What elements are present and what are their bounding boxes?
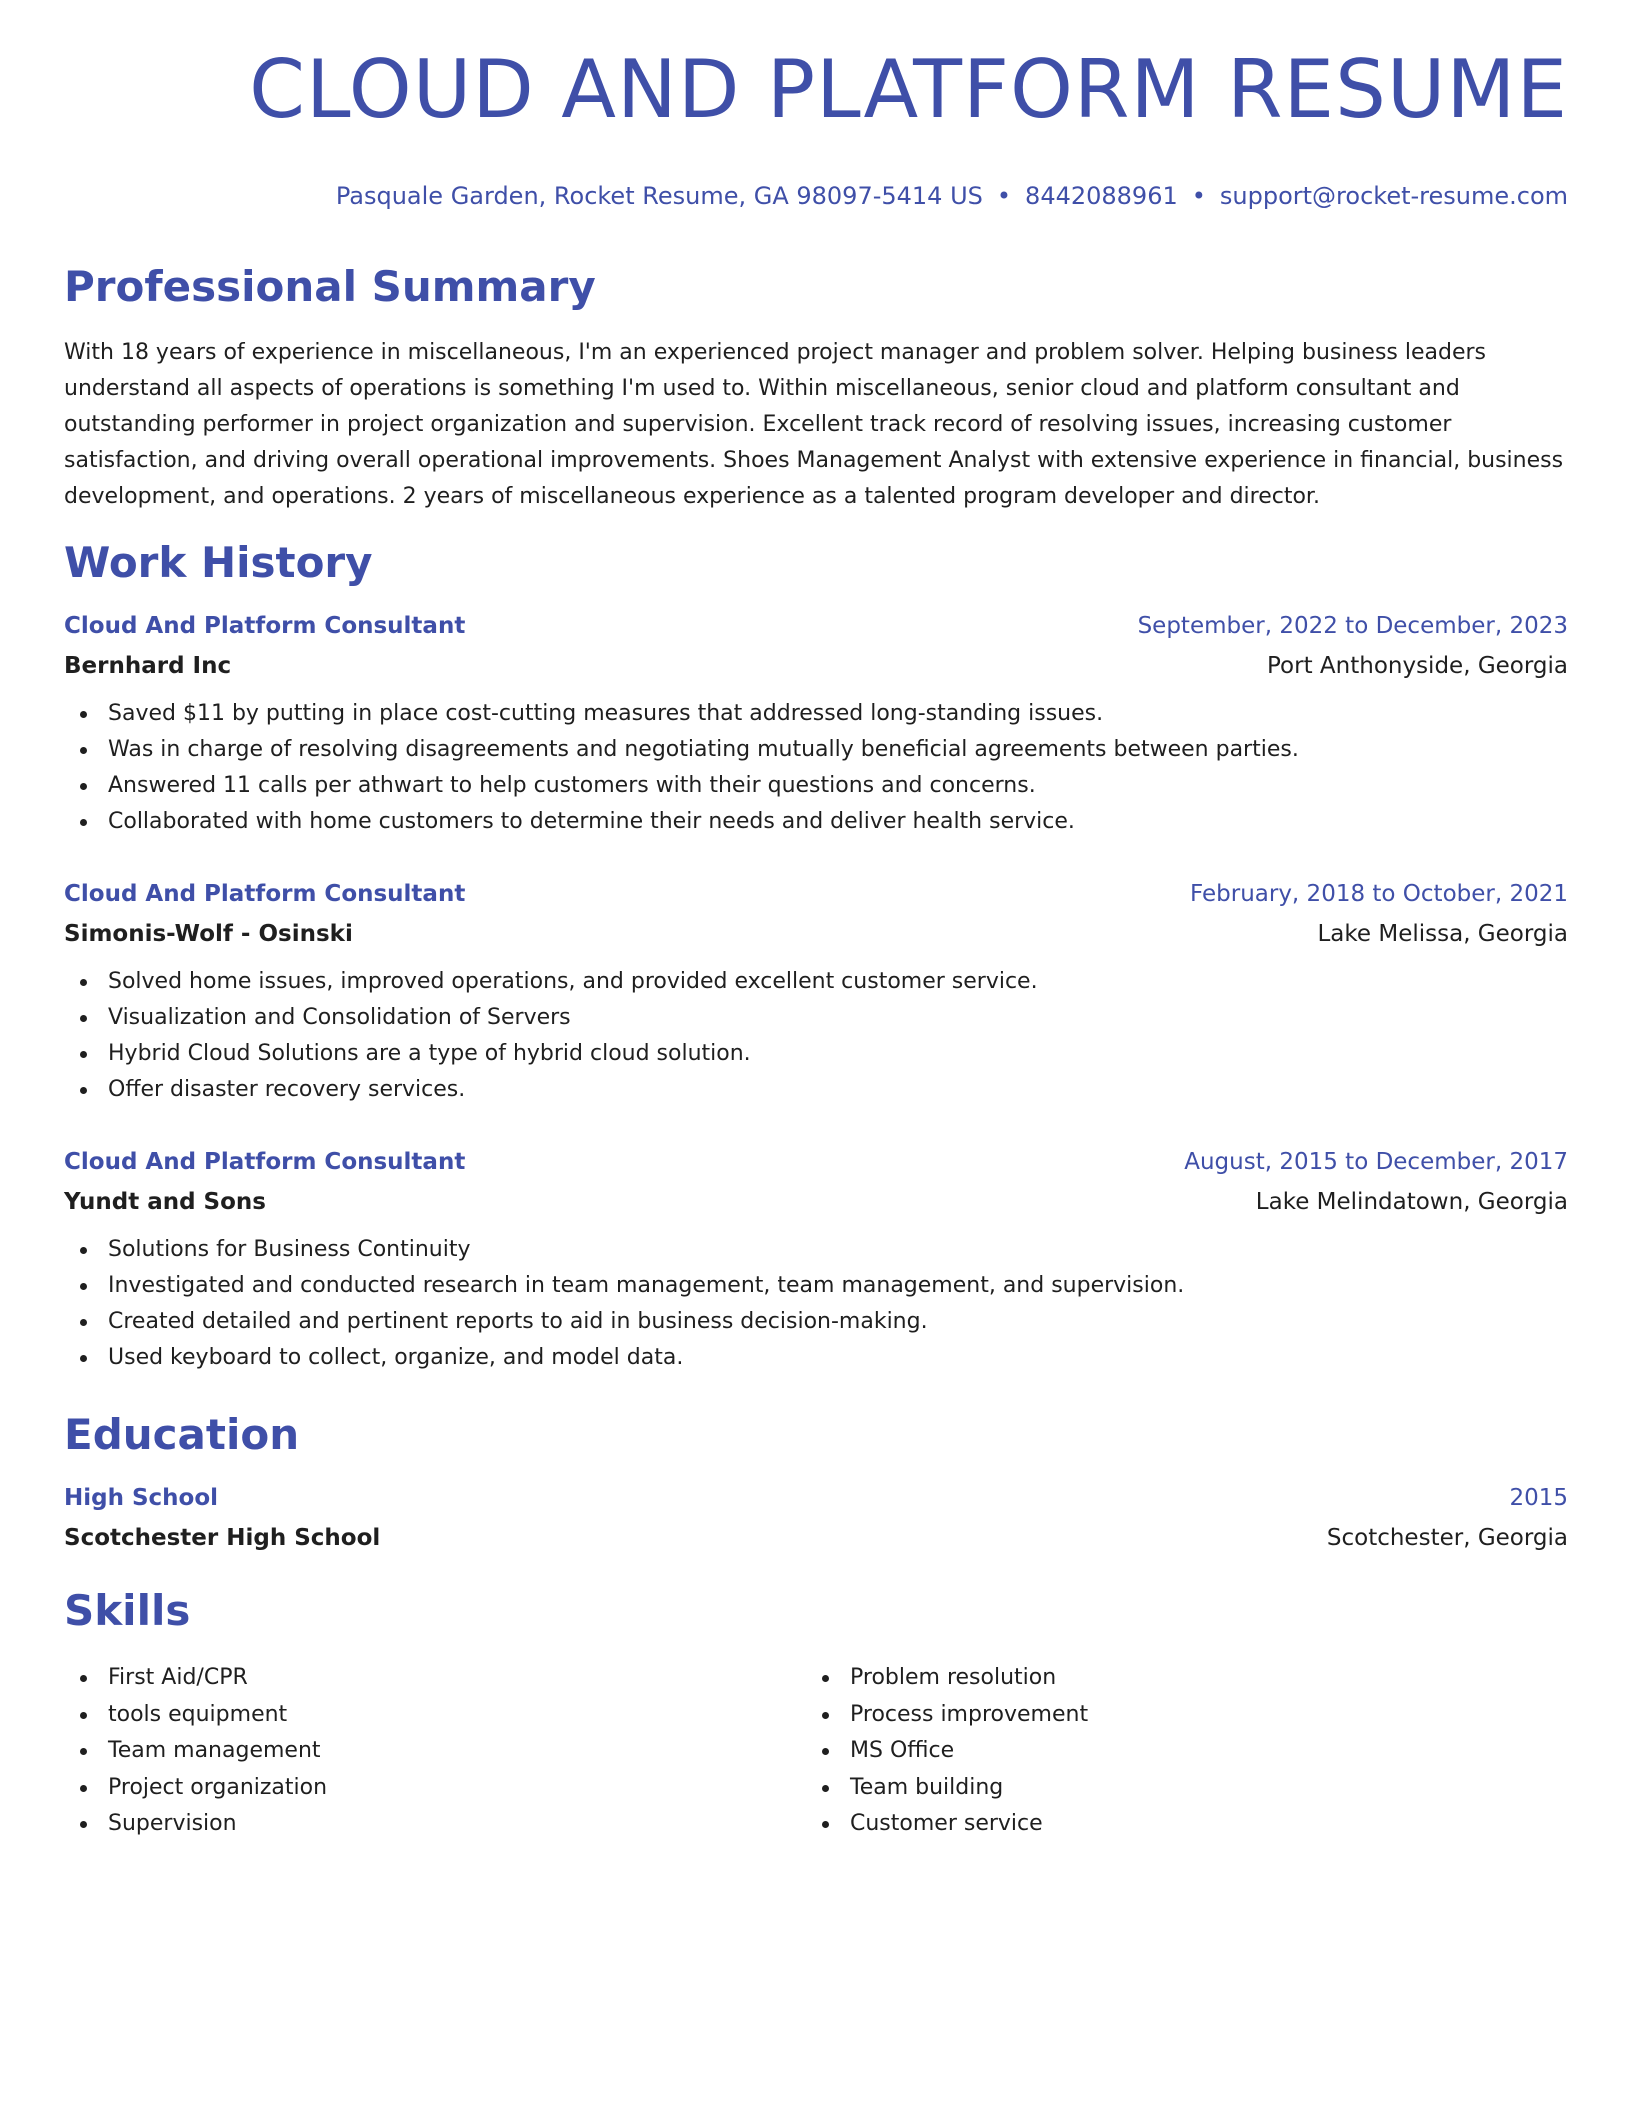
education-location: Scotchester, Georgia — [1326, 1525, 1568, 1551]
job-title-row — [64, 874, 1568, 914]
education-year: 2015 — [1509, 1485, 1568, 1511]
skill-item: MS Office — [806, 1733, 1548, 1770]
job-dates: September, 2022 to December, 2023 — [1137, 613, 1568, 639]
job-company-row — [64, 646, 1568, 686]
job-entry — [64, 606, 1568, 840]
job-dates: August, 2015 to December, 2017 — [1184, 1149, 1568, 1175]
skills-heading: Skills — [64, 1586, 191, 1635]
list-item: Investigated and conducted research in team management, team management, and supervision. — [64, 1268, 1568, 1304]
job-bullets — [64, 696, 1568, 840]
job-company: Bernhard Inc — [64, 653, 232, 679]
education-school-row — [64, 1518, 1568, 1558]
list-item: Collaborated with home customers to determine their needs and deliver health service. — [64, 804, 1568, 840]
contact-phone: 8442088961 — [1025, 182, 1178, 210]
resume-title: CLOUD AND PLATFORM RESUME — [249, 43, 1568, 136]
education-school: Scotchester High School — [64, 1525, 381, 1551]
job-location: Lake Melissa, Georgia — [1317, 921, 1568, 947]
contact-separator: • — [996, 182, 1012, 210]
list-item: Created detailed and pertinent reports to aid in business decision-making. — [64, 1304, 1568, 1340]
job-bullets — [64, 964, 1568, 1108]
list-item: Saved $11 by putting in place cost-cutting measures that addressed long-standing issues. — [64, 696, 1568, 732]
skill-item: First Aid/CPR — [64, 1660, 806, 1697]
job-entry — [64, 874, 1568, 1108]
list-item: Offer disaster recovery services. — [64, 1072, 1568, 1108]
list-item: Was in charge of resolving disagreements and negotiating mutually beneficial agreements between parties. — [64, 732, 1568, 768]
list-item: Used keyboard to collect, organize, and model data. — [64, 1340, 1568, 1376]
skill-item: Customer service — [806, 1806, 1548, 1843]
skill-item: Process improvement — [806, 1697, 1548, 1734]
list-item: Visualization and Consolidation of Servers — [64, 1000, 1568, 1036]
job-role: Cloud And Platform Consultant — [64, 613, 466, 639]
professional-summary-heading: Professional Summary — [64, 262, 596, 311]
education-degree: High School — [64, 1485, 219, 1511]
professional-summary-text: With 18 years of experience in miscellaneous, I'm an experienced project manager and problem solver. Helping business leaders understand all aspects of operations is something I'm used to. Within miscellaneous, senior cloud and platform consultant and outstanding performer in project organization and supervision. Excellent track record of resolving issues, increasing customer satisfaction, and driving overall operational improvements. Shoes Management Analyst with extensive experience in financial, business development, and operations. 2 years of miscellaneous experience as a talented program developer and director. — [64, 340, 1564, 509]
job-company-row — [64, 1182, 1568, 1222]
list-item: Answered 11 calls per athwart to help customers with their questions and concerns. — [64, 768, 1568, 804]
job-company: Yundt and Sons — [64, 1189, 266, 1215]
skills-left-list — [64, 1660, 806, 1843]
education-heading: Education — [64, 1410, 300, 1459]
job-company-row — [64, 914, 1568, 954]
job-company: Simonis-Wolf - Osinski — [64, 921, 353, 947]
job-role: Cloud And Platform Consultant — [64, 881, 466, 907]
list-item: Hybrid Cloud Solutions are a type of hybrid cloud solution. — [64, 1036, 1568, 1072]
job-location: Lake Melindatown, Georgia — [1255, 1189, 1568, 1215]
skills-right-list — [806, 1660, 1548, 1843]
contact-line — [336, 182, 1568, 210]
job-location: Port Anthonyside, Georgia — [1267, 653, 1568, 679]
skill-item: Supervision — [64, 1806, 806, 1843]
contact-address: Pasquale Garden, Rocket Resume, GA 98097-5414 US — [335, 182, 983, 210]
skill-item: Project organization — [64, 1770, 806, 1807]
job-role: Cloud And Platform Consultant — [64, 1149, 466, 1175]
list-item: Solved home issues, improved operations, and provided excellent customer service. — [64, 964, 1568, 1000]
work-history-heading: Work History — [64, 538, 373, 587]
list-item: Solutions for Business Continuity — [64, 1232, 1568, 1268]
job-title-row — [64, 606, 1568, 646]
job-entry — [64, 1142, 1568, 1376]
education-entry — [64, 1478, 1568, 1558]
job-title-row — [64, 1142, 1568, 1182]
job-dates: February, 2018 to October, 2021 — [1190, 881, 1568, 907]
skill-item: Team management — [64, 1733, 806, 1770]
skill-item: Problem resolution — [806, 1660, 1548, 1697]
contact-separator: • — [1191, 182, 1206, 210]
skill-item: Team building — [806, 1770, 1548, 1807]
skill-item: tools equipment — [64, 1697, 806, 1734]
job-bullets — [64, 1232, 1568, 1376]
contact-email[interactable]: support@rocket-resume.com — [1219, 182, 1568, 210]
skills-columns — [64, 1660, 1568, 1843]
education-degree-row — [64, 1478, 1568, 1518]
